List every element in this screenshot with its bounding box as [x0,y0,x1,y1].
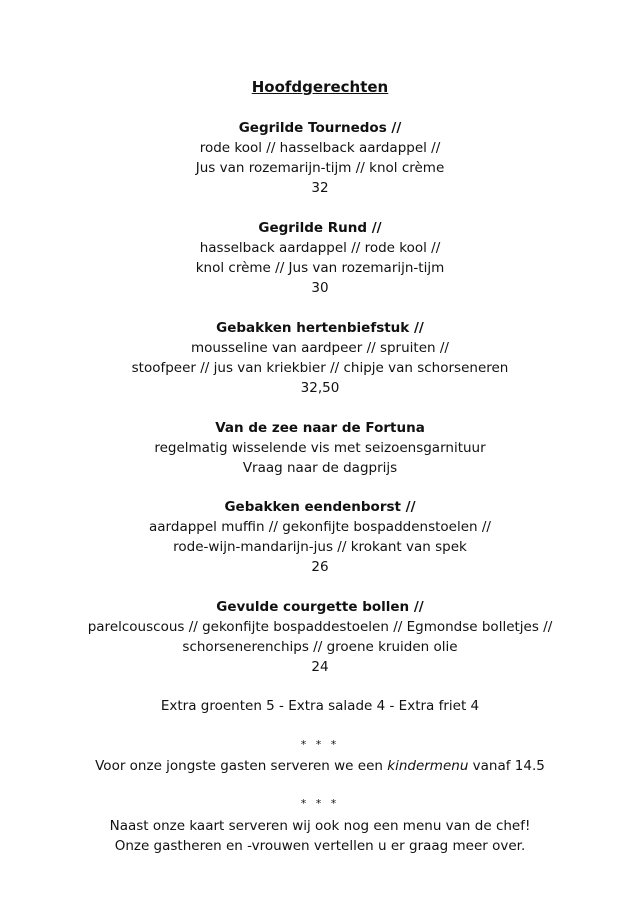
kids-menu-notice [0,756,640,776]
dish-hertenbiefstuk [0,318,640,398]
dish-name: Gebakken hertenbiefstuk // [216,320,424,336]
dish-name: Gegrilde Tournedos // [238,120,402,136]
dish-price: 32 [311,180,329,196]
separator: * * * [300,797,340,810]
page-title: Hoofdgerechten [251,78,389,96]
kids-menu-emphasis: kindermenu [387,758,469,774]
dish-description: regelmatig wisselende vis met seizoensgarnituur [154,440,486,456]
dish-price: 32,50 [300,380,340,396]
dish-description: mousseline van aardpeer // spruiten // [191,340,449,356]
dish-description: Jus van rozemarijn-tijm // knol crème [195,160,445,176]
dish-courgette-bollen [0,597,640,677]
dish-name: Van de zee naar de Fortuna [215,420,425,436]
dish-price: 26 [311,559,329,575]
dish-description: aardappel muffin // gekonfijte bospaddenstoelen // [149,519,491,535]
dish-description: knol crème // Jus van rozemarijn-tijm [195,260,445,276]
dish-description: schorsenerenchips // groene kruiden olie [182,639,458,655]
dish-description: rode kool // hasselback aardappel // [199,140,441,156]
kids-text-after: vanaf 14.5 [468,758,545,774]
dish-rund [0,218,640,298]
dish-description: parelcouscous // gekonfijte bospaddestoelen // Egmondse bolletjes // [87,619,553,635]
extras-line: Extra groenten 5 - Extra salade 4 - Extra friet 4 [160,698,480,714]
separator: * * * [300,738,340,751]
dish-price: 30 [311,280,329,296]
dish-description: rode-wijn-mandarijn-jus // krokant van spek [173,539,467,555]
dish-fortuna-vis [0,418,640,478]
dish-price: 24 [311,659,329,675]
dish-description: stoofpeer // jus van kriekbier // chipje van schorseneren [131,360,509,376]
dish-price: Vraag naar de dagprijs [242,460,398,476]
chef-menu-notice [0,816,640,856]
dish-name: Gegrilde Rund // [258,220,382,236]
dish-tournedos [0,118,640,198]
dish-name: Gevulde courgette bollen // [216,599,424,615]
dish-name: Gebakken eendenborst // [224,499,416,515]
chef-line-2: Onze gastheren en -vrouwen vertellen u er graag meer over. [114,838,526,854]
dish-eendenborst [0,497,640,577]
kids-text-before: Voor onze jongste gasten serveren we een [95,758,388,774]
chef-line-1: Naast onze kaart serveren wij ook nog een menu van de chef! [109,818,531,834]
dish-description: hasselback aardappel // rode kool // [199,240,441,256]
